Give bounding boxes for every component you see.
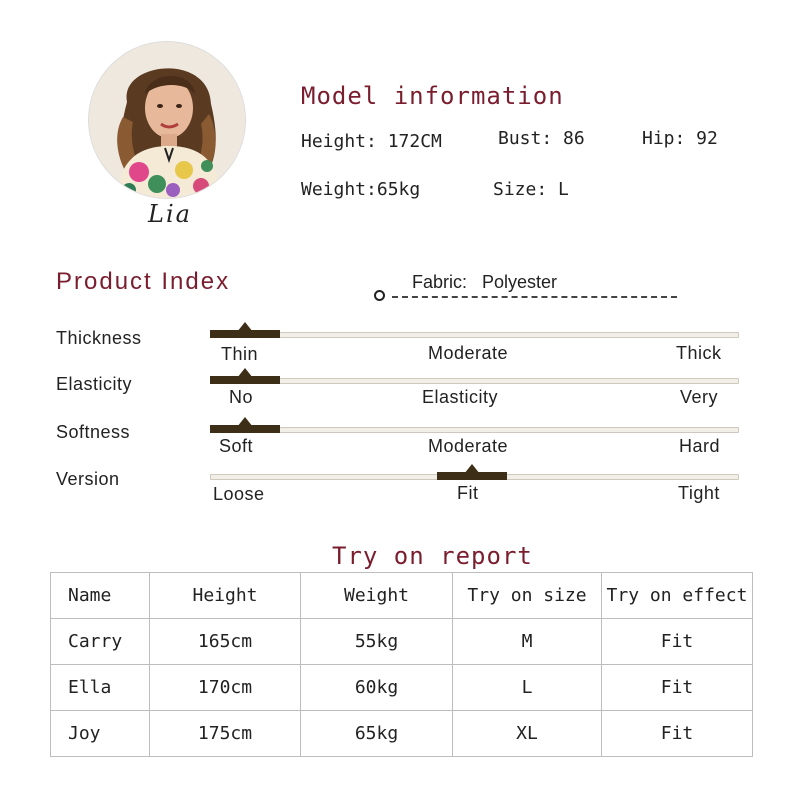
index-label-version: Version bbox=[56, 469, 120, 489]
softness-marker bbox=[237, 417, 253, 427]
cell-weight: 65kg bbox=[301, 711, 453, 757]
elasticity-right: Very bbox=[680, 387, 719, 407]
table-row bbox=[51, 665, 753, 711]
softness-track bbox=[210, 427, 739, 433]
model-hip: Hip: 92 bbox=[642, 128, 718, 149]
elasticity-middle: Elasticity bbox=[422, 387, 499, 407]
thickness-track bbox=[210, 332, 739, 338]
cell-weight: 55kg bbox=[301, 619, 453, 665]
header-effect: Try on effect bbox=[602, 573, 753, 619]
model-height: Height: 172CM bbox=[301, 131, 442, 152]
index-label-elasticity: Elasticity bbox=[56, 374, 133, 394]
cell-height: 175cm bbox=[150, 711, 301, 757]
bullet-dot bbox=[374, 290, 385, 301]
softness-middle: Moderate bbox=[428, 436, 509, 456]
table-row bbox=[51, 711, 753, 757]
model-bust: Bust: 86 bbox=[498, 128, 585, 149]
model-size: Size: L bbox=[493, 179, 569, 200]
model-avatar bbox=[89, 42, 245, 198]
thickness-left: Thin bbox=[221, 344, 259, 364]
version-left: Loose bbox=[213, 484, 265, 504]
index-label-thickness: Thickness bbox=[56, 328, 142, 348]
report-title: Try on report bbox=[332, 542, 533, 570]
softness-right: Hard bbox=[679, 436, 721, 456]
cell-size: M bbox=[453, 619, 602, 665]
version-middle: Fit bbox=[457, 483, 479, 503]
version-marker bbox=[464, 464, 480, 474]
thickness-marker bbox=[237, 322, 253, 332]
index-label-softness: Softness bbox=[56, 422, 131, 442]
model-info-title: Model information bbox=[301, 82, 564, 110]
cell-height: 170cm bbox=[150, 665, 301, 711]
header-size: Try on size bbox=[453, 573, 602, 619]
cell-effect: Fit bbox=[602, 711, 753, 757]
cell-effect: Fit bbox=[602, 619, 753, 665]
cell-weight: 60kg bbox=[301, 665, 453, 711]
elasticity-left: No bbox=[229, 387, 254, 407]
thickness-right: Thick bbox=[676, 343, 722, 363]
cell-name: Carry bbox=[51, 619, 150, 665]
cell-name: Joy bbox=[51, 711, 150, 757]
table-row bbox=[51, 619, 753, 665]
header-height: Height bbox=[150, 573, 301, 619]
product-index-title: Product Index bbox=[56, 268, 231, 295]
cell-size: XL bbox=[453, 711, 602, 757]
thickness-middle: Moderate bbox=[428, 343, 509, 363]
fabric-info: Fabric: Polyester bbox=[412, 272, 558, 292]
table-header-row bbox=[51, 573, 753, 619]
model-weight: Weight:65kg bbox=[301, 179, 421, 200]
elasticity-marker bbox=[237, 368, 253, 378]
softness-left: Soft bbox=[219, 436, 254, 456]
version-right: Tight bbox=[678, 483, 720, 503]
elasticity-track bbox=[210, 378, 739, 384]
cell-effect: Fit bbox=[602, 665, 753, 711]
fabric-underline bbox=[392, 296, 677, 298]
header-name: Name bbox=[51, 573, 150, 619]
model-name: Lia bbox=[148, 200, 192, 228]
cell-height: 165cm bbox=[150, 619, 301, 665]
cell-name: Ella bbox=[51, 665, 150, 711]
try-on-table bbox=[50, 572, 753, 757]
cell-size: L bbox=[453, 665, 602, 711]
header-weight: Weight bbox=[301, 573, 453, 619]
